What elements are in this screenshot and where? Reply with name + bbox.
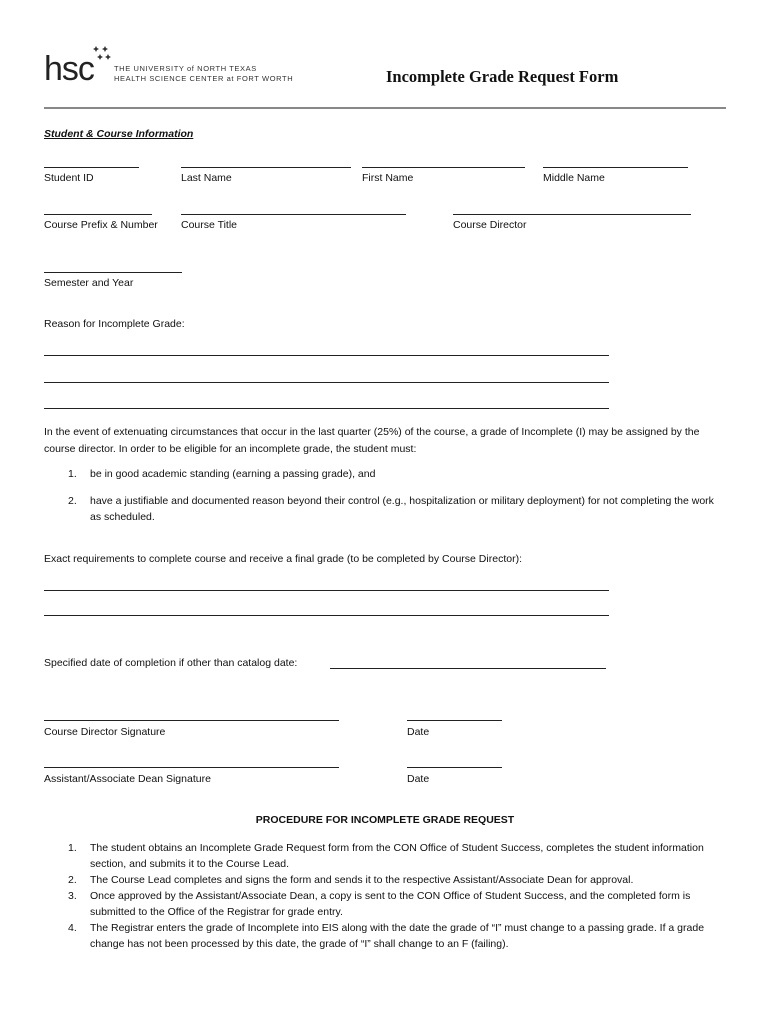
director-date-field[interactable] xyxy=(407,720,502,721)
list-item xyxy=(44,888,724,920)
list-item xyxy=(44,466,724,483)
course-director-field[interactable] xyxy=(453,214,691,215)
completion-date-label: Specified date of completion if other than catalog date: xyxy=(44,657,298,669)
director-signature-field[interactable] xyxy=(44,720,339,721)
director-signature-label: Course Director Signature xyxy=(44,726,166,738)
course-title-label: Course Title xyxy=(181,219,238,231)
eligibility-list xyxy=(44,466,724,526)
middle-name-field[interactable] xyxy=(543,167,688,168)
student-id-field[interactable] xyxy=(44,167,139,168)
course-prefix-label: Course Prefix & Number xyxy=(44,219,158,231)
course-director-label: Course Director xyxy=(453,219,527,231)
reason-line-2[interactable] xyxy=(44,382,609,383)
list-text: Once approved by the Assistant/Associate Dean, a copy is sent to the CON Office of Student Success, and the completed form is submitted to the Office of the Registrar for grade entry. xyxy=(90,890,691,918)
course-title-field[interactable] xyxy=(181,214,406,215)
student-id-label: Student ID xyxy=(44,172,94,184)
procedure-title: PROCEDURE FOR INCOMPLETE GRADE REQUEST xyxy=(255,814,515,826)
list-text: The student obtains an Incomplete Grade Request form from the CON Office of Student Success, completes the student information section, and submits it to the Course Lead. xyxy=(90,842,704,870)
list-number: 4. xyxy=(68,922,77,934)
requirements-label: Exact requirements to complete course and receive a final grade (to be completed by Course Director): xyxy=(44,553,522,565)
list-item xyxy=(44,493,724,526)
middle-name-label: Middle Name xyxy=(543,172,605,184)
semester-year-label: Semester and Year xyxy=(44,277,134,289)
list-item xyxy=(44,872,724,888)
list-text: The Registrar enters the grade of Incomplete into EIS along with the date the grade of “I” must change to a passing grade. If a grade change has not been processed by this date, the grade of “I” shall change to an F (failing). xyxy=(90,922,705,950)
header-divider xyxy=(44,107,726,109)
logo-stars-icon xyxy=(92,44,112,64)
reason-label: Reason for Incomplete Grade: xyxy=(44,318,185,330)
dean-signature-label: Assistant/Associate Dean Signature xyxy=(44,773,211,785)
list-item xyxy=(44,840,724,872)
semester-year-field[interactable] xyxy=(44,272,182,273)
logo-text xyxy=(114,64,293,84)
first-name-field[interactable] xyxy=(362,167,525,168)
completion-date-field[interactable] xyxy=(330,668,606,669)
requirements-line-1[interactable] xyxy=(44,590,609,591)
list-number: 1. xyxy=(68,468,77,480)
director-date-label: Date xyxy=(407,726,430,738)
list-text: be in good academic standing (earning a passing grade), and xyxy=(90,468,376,480)
last-name-label: Last Name xyxy=(181,172,232,184)
list-number: 2. xyxy=(68,494,77,507)
list-number: 2. xyxy=(68,874,77,886)
list-text: have a justifiable and documented reason beyond their control (e.g., hospitalization or military deployment) for not completing the work as scheduled. xyxy=(90,494,714,523)
list-item xyxy=(44,920,724,952)
procedure-list xyxy=(44,840,724,952)
list-number: 1. xyxy=(68,842,77,854)
logo-line-1: THE UNIVERSITY of NORTH TEXAS xyxy=(114,64,257,73)
reason-line-1[interactable] xyxy=(44,355,609,356)
dean-date-field[interactable] xyxy=(407,767,502,768)
eligibility-paragraph: In the event of extenuating circumstances that occur in the last quarter (25%) of the course, a grade of Incomplete (I) may be assigned by the course director. In order to be eligible for an incomplete grade, the student must: xyxy=(44,426,700,455)
form-title: Incomplete Grade Request Form xyxy=(386,67,619,86)
dean-signature-field[interactable] xyxy=(44,767,339,768)
requirements-line-2[interactable] xyxy=(44,615,609,616)
list-text: The Course Lead completes and signs the form and sends it to the respective Assistant/Associate Dean for approval. xyxy=(90,874,634,886)
list-number: 3. xyxy=(68,890,77,902)
last-name-field[interactable] xyxy=(181,167,351,168)
section-title-student-course: Student & Course Information xyxy=(44,128,194,140)
course-prefix-field[interactable] xyxy=(44,214,152,215)
logo-line-2: HEALTH SCIENCE CENTER at FORT WORTH xyxy=(114,74,294,83)
first-name-label: First Name xyxy=(362,172,414,184)
logo-mark: hsc xyxy=(44,50,94,88)
reason-line-3[interactable] xyxy=(44,408,609,409)
dean-date-label: Date xyxy=(407,773,430,785)
